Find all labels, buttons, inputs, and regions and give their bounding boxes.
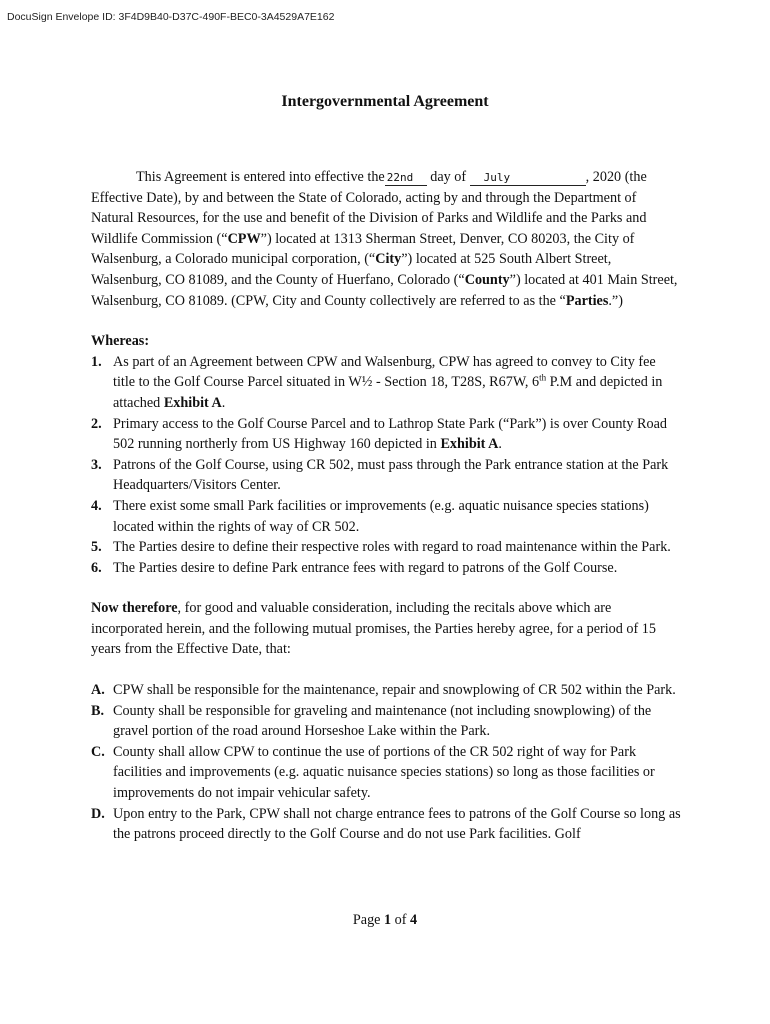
- list-text: Patrons of the Golf Course, using CR 502, must pass through the Park entrance station at the Park Headquarters/Visitors Center.: [113, 456, 669, 494]
- defined-term-parties: Parties: [565, 292, 609, 309]
- list-text: County shall be responsible for graveling and maintenance (not including snowplowing) of the gravel portion of the road around Horseshoe Lake within the Park.: [113, 702, 652, 740]
- intro-text: This Agreement is entered into effective the: [136, 169, 385, 185]
- now-therefore-lead: Now therefore: [91, 600, 178, 617]
- defined-term-cpw: CPW: [227, 230, 261, 247]
- defined-term-city: City: [375, 251, 402, 268]
- page-footer: [0, 912, 770, 929]
- defined-term-county: County: [464, 271, 510, 288]
- list-text: Primary access to the Golf Course Parcel and to Lathrop State Park (“Park”) is over County Road 502 running northerly from US Highway 160 depicted in: [113, 415, 667, 453]
- list-text: CPW shall be responsible for the maintenance, repair and snowplowing of CR 502 within the Park.: [113, 682, 676, 699]
- list-item: [91, 455, 681, 496]
- list-text: .: [221, 394, 226, 411]
- list-text: There exist some small Park facilities or improvements (e.g. aquatic nuisance species stations) located within the rights of way of CR 502.: [113, 497, 649, 535]
- document-body: [91, 167, 681, 845]
- list-text: The Parties desire to define their respective roles with regard to road maintenance within the Park.: [113, 539, 671, 556]
- document-title: Intergovernmental Agreement: [281, 93, 489, 110]
- day-field[interactable]: 22nd: [385, 170, 427, 186]
- page-of-label: of: [394, 912, 407, 928]
- list-item: [91, 414, 681, 455]
- intro-text: ”) located at 525 South Albert Street, Walsenburg, CO 81089, and the County of Huerfano, Colorado (“: [91, 251, 612, 288]
- exhibit-reference: Exhibit A: [163, 394, 222, 411]
- list-item: [91, 496, 681, 537]
- list-item: [91, 680, 681, 701]
- page-label: Page: [352, 912, 381, 928]
- list-item: [91, 701, 681, 742]
- list-text: P.M and depicted in attached: [113, 374, 663, 411]
- intro-text: day of: [430, 169, 467, 185]
- list-item: [91, 742, 681, 804]
- list-text: Upon entry to the Park, CPW shall not charge entrance fees to patrons of the Golf Course so long as the patrons proceed directly to the Golf Course and do not use Park facilities. Golf: [113, 805, 681, 843]
- list-marker: 3.: [91, 456, 102, 473]
- docusign-envelope-id: DocuSign Envelope ID: 3F4D9B40-D37C-490F-BEC0-3A4529A7E162: [7, 11, 335, 23]
- intro-text: , 2020 (the Effective Date), by and between the State of Colorado, acting by and through the Department of Natural Resources, for the use and benefit of the Division of Parks and Wildlife and the Parks and Wildlife Commission (“: [91, 169, 647, 247]
- list-text: County shall allow CPW to continue the use of portions of the CR 502 right of way for Park facilities and improvements (e.g. aquatic nuisance species stations) so long as those facilities or improvements do not impair vehicular safety.: [113, 743, 655, 802]
- list-text: The Parties desire to define Park entrance fees with regard to patrons of the Golf Course.: [113, 559, 618, 576]
- list-item: [91, 804, 681, 845]
- paragraph-text: , for good and valuable consideration, including the recitals above which are incorporated herein, and the following mutual promises, the Parties hereby agree, for a period of 15 years from the Effective Date, that:: [91, 600, 656, 658]
- intro-text: ”) located at 401 Main Street, Walsenburg, CO 81089. (CPW, City and County collectively are referred to as the “: [91, 271, 678, 309]
- exhibit-reference: Exhibit A: [440, 436, 499, 453]
- list-item: [91, 352, 681, 414]
- list-marker: 4.: [91, 497, 102, 514]
- month-field[interactable]: July: [470, 170, 586, 186]
- list-marker: A.: [91, 682, 105, 699]
- page-number: 1: [384, 912, 392, 928]
- list-text: As part of an Agreement between CPW and Walsenburg, CPW has agreed to convey to City fee title to the Golf Course Parcel situated in W½ - Section 18, T28S, R67W, 6: [113, 353, 656, 391]
- list-item: [91, 537, 681, 558]
- list-marker: B.: [91, 702, 105, 719]
- now-therefore-paragraph: [91, 598, 681, 660]
- list-marker: D.: [91, 805, 105, 822]
- superscript: th: [539, 372, 547, 383]
- whereas-list: [91, 352, 681, 579]
- intro-paragraph: [91, 167, 681, 311]
- intro-text: ”) located at 1313 Sherman Street, Denver, CO 80203, the City of Walsenburg, a Colorado municipal corporation, (“: [91, 230, 635, 268]
- terms-list: [91, 680, 681, 845]
- list-item: [91, 558, 681, 579]
- whereas-heading: Whereas:: [91, 333, 150, 350]
- intro-text: .”): [608, 292, 623, 309]
- list-marker: 5.: [91, 539, 102, 556]
- list-marker: 6.: [91, 559, 102, 576]
- list-text: .: [498, 436, 502, 453]
- list-marker: 1.: [91, 353, 102, 370]
- list-marker: C.: [91, 743, 105, 760]
- list-marker: 2.: [91, 415, 102, 432]
- page-total: 4: [410, 912, 418, 928]
